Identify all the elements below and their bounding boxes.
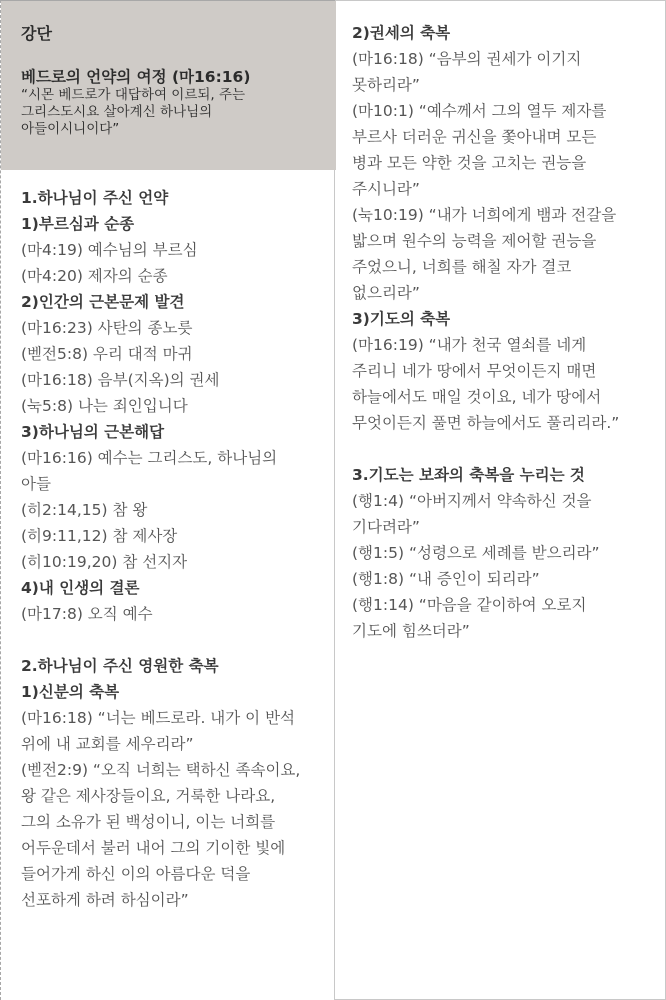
scripture-line: (마4:19) 예수님의 부르심 bbox=[21, 241, 198, 259]
scripture-line: (마4:20) 제자의 순종 bbox=[21, 267, 168, 285]
scripture-line: 주리니 네가 땅에서 무엇이든지 매면 bbox=[352, 362, 597, 380]
scripture-line: (히9:11,12) 참 제사장 bbox=[21, 527, 178, 545]
scripture-line: (마16:18) “음부의 권세가 이기지 bbox=[352, 50, 582, 68]
spacer bbox=[352, 436, 662, 462]
scripture-line: 위에 내 교회를 세우리라” bbox=[21, 735, 194, 753]
subsection-heading: 4)내 인생의 결론 bbox=[21, 579, 140, 597]
scripture-line: 무엇이든지 풀면 하늘에서도 풀리리라.” bbox=[352, 414, 620, 432]
spacer bbox=[21, 627, 331, 653]
scripture-line: 아들 bbox=[21, 475, 51, 493]
scripture-line: 밟으며 원수의 능력을 제어할 권능을 bbox=[352, 232, 597, 250]
scripture-line: 왕 같은 제사장들이요, 거룩한 나라요, bbox=[21, 787, 276, 805]
scripture-line: 없으리라” bbox=[352, 284, 420, 302]
scripture-line: (마16:16) 예수는 그리스도, 하나님의 bbox=[21, 449, 278, 467]
section-heading: 3.기도는 보좌의 축복을 누리는 것 bbox=[352, 466, 585, 484]
scripture-line: 기도에 힘쓰더라” bbox=[352, 622, 470, 640]
subsection-heading: 2)권세의 축복 bbox=[352, 24, 451, 42]
subsection-heading: 1)신분의 축복 bbox=[21, 683, 120, 701]
sermon-scripture-quote bbox=[21, 87, 321, 138]
scripture-line: 들어가게 하신 이의 아름다운 덕을 bbox=[21, 865, 251, 883]
sermon-header bbox=[1, 0, 336, 170]
left-outline bbox=[21, 185, 331, 913]
subsection-heading: 1)부르심과 순종 bbox=[21, 215, 135, 233]
quote-line: 그리스도시요 살아계신 하나님의 bbox=[21, 104, 213, 120]
scripture-line: 주시니라” bbox=[352, 180, 420, 198]
scripture-line: 그의 소유가 된 백성이니, 이는 너희를 bbox=[21, 813, 276, 831]
quote-line: “시몬 베드로가 대답하여 이르되, 주는 bbox=[21, 87, 246, 103]
scripture-line: (마10:1) “예수께서 그의 열두 제자를 bbox=[352, 102, 607, 120]
scripture-line: (벧전5:8) 우리 대적 마귀 bbox=[21, 345, 193, 363]
scripture-line: 기다려라” bbox=[352, 518, 420, 536]
scripture-line: (벧전2:9) “오직 너희는 택하신 족속이요, bbox=[21, 761, 301, 779]
scripture-line: 선포하게 하려 하심이라” bbox=[21, 891, 189, 909]
scripture-line: 주었으니, 너희를 해칠 자가 결코 bbox=[352, 258, 572, 276]
section-heading: 2.하나님이 주신 영원한 축복 bbox=[21, 657, 219, 675]
section-heading: 1.하나님이 주신 언약 bbox=[21, 189, 169, 207]
right-column bbox=[335, 0, 666, 1000]
scripture-line: 하늘에서도 매일 것이요, 네가 땅에서 bbox=[352, 388, 602, 406]
right-outline bbox=[352, 20, 662, 644]
scripture-line: 못하리라” bbox=[352, 76, 420, 94]
scripture-line: (히10:19,20) 참 선지자 bbox=[21, 553, 188, 571]
scripture-line: (눅5:8) 나는 죄인입니다 bbox=[21, 397, 188, 415]
scripture-line: (행1:8) “내 증인이 되리라” bbox=[352, 570, 540, 588]
scripture-line: (히2:14,15) 참 왕 bbox=[21, 501, 148, 519]
subsection-heading: 3)하나님의 근본해답 bbox=[21, 423, 165, 441]
sermon-title: 베드로의 언약의 여정 (마16:16) bbox=[21, 68, 251, 86]
scripture-line: (행1:5) “성령으로 세례를 받으리라” bbox=[352, 544, 600, 562]
quote-line: 아들이시니이다” bbox=[21, 121, 120, 137]
section-label: 강단 bbox=[21, 24, 52, 43]
scripture-line: 어두운데서 불러 내어 그의 기이한 빛에 bbox=[21, 839, 286, 857]
scripture-line: (마16:19) “내가 천국 열쇠를 네게 bbox=[352, 336, 587, 354]
scripture-line: (행1:4) “아버지께서 약속하신 것을 bbox=[352, 492, 592, 510]
subsection-heading: 3)기도의 축복 bbox=[352, 310, 451, 328]
subsection-heading: 2)인간의 근본문제 발견 bbox=[21, 293, 185, 311]
scripture-line: 병과 모든 약한 것을 고치는 권능을 bbox=[352, 154, 587, 172]
scripture-line: 부르사 더러운 귀신을 쫓아내며 모든 bbox=[352, 128, 597, 146]
scripture-line: (마16:23) 사탄의 종노릇 bbox=[21, 319, 193, 337]
scripture-line: (눅10:19) “내가 너희에게 뱀과 전갈을 bbox=[352, 206, 617, 224]
scripture-line: (마16:18) “너는 베드로라. 내가 이 반석 bbox=[21, 709, 296, 727]
scripture-line: (마17:8) 오직 예수 bbox=[21, 605, 153, 623]
scripture-line: (마16:18) 음부(지옥)의 권세 bbox=[21, 371, 220, 389]
scripture-line: (행1:14) “마음을 같이하여 오로지 bbox=[352, 596, 587, 614]
